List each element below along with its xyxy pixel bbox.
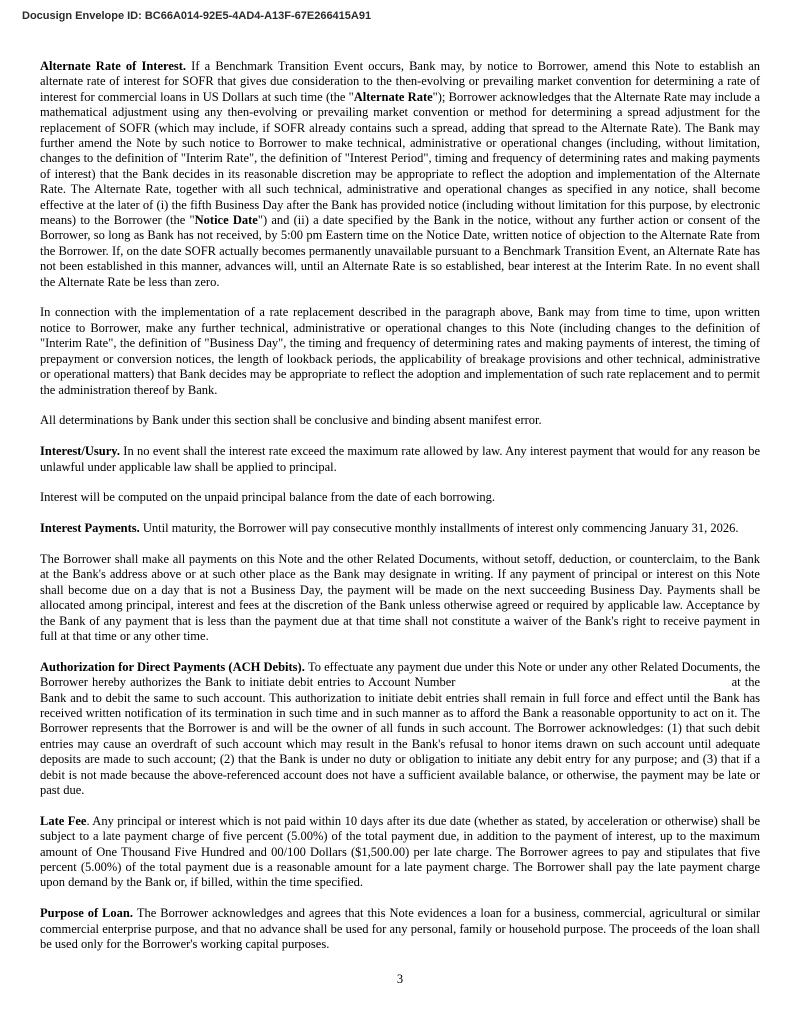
bold-text: Interest Payments.	[40, 521, 143, 536]
paragraph-purpose-of-loan	[40, 906, 760, 952]
paragraph-interest-computation	[40, 490, 760, 505]
paragraph-interest-usury	[40, 444, 760, 475]
bold-text: Notice Date	[194, 213, 258, 228]
bold-text: Alternate Rate	[353, 89, 433, 104]
page-number: 3	[396, 972, 404, 986]
bold-text: Authorization for Direct Payments (ACH Debits).	[40, 659, 308, 674]
body-text: In connection with the implementation of a rate replacement described in the paragraph above, Bank may from time to time, upon written notice to Borrower, make any further technical, administrative or operational changes to this Note (including changes to the definition of "Interim Rate", the definition of "Business Day", the timing and frequency of determining rates and making payments of interest, the timing of prepayment or conversion notices, the length of lookback periods, the applicability of breakage provisions and other technical, administrative or operational matters) that Bank decides may be appropriate to reflect the adoption and implementation of such rate replacement and to permit the administration thereof by Bank.	[40, 305, 760, 397]
body-text: All determinations by Bank under this section shall be conclusive and binding absent manifest error.	[40, 413, 542, 428]
account-number-blank	[455, 685, 727, 686]
paragraph-alternate-rate-of-interest	[40, 59, 760, 290]
body-text: ") and (ii) a date specified by the Bank in the notice, without any further action or consent of the Borrower, so long as Bank has not received, by 5:00 pm Eastern time on the Notice Date, written notice of objection to the Alternate Rate from the Borrower. If, on the date SOFR actually becomes permanently unavailable pursuant to a Benchmark Transition Event, an Alternate Rate has not been established in this manner, advances will, until an Alternate Rate is so established, bear interest at the Interim Rate. In no event shall the Alternate Rate be less than zero.	[40, 213, 760, 289]
document-body	[40, 59, 760, 968]
body-text: "); Borrower acknowledges that the Alternate Rate may include a mathematical adjustment using any then-evolving or prevailing market convention or method for determining a spread adjustment for the replacement of SOFR (which may include, if SOFR already contains such a spread, adding that spread to the Alternate Rate). The Bank may further amend the Note by such notice to Borrower to make technical, administrative or operational changes (including, without limitation, changes to the definition of "Interim Rate", the definition of "Interest Period", timing and frequency of determining rates and making payments of interest) that the Bank decides in its reasonable discretion may be appropriate to reflect the adoption and implementation of the Alternate Rate. The Alternate Rate, together with all such technical, administrative and operational changes as specified in any notice, shall become effective at the later of (i) the fifth Business Day after the Bank has provided notice (including without limitation for this purpose, by electronic means) to the Borrower (the "	[40, 89, 761, 228]
paragraph-determinations	[40, 413, 760, 428]
paragraph-interest-payments	[40, 521, 760, 536]
bold-text: Interest/Usury.	[40, 444, 124, 459]
body-text: To effectuate any payment due under this Note or under any other Related Documents, the Borrower hereby authorizes the Bank to initiate debit entries to Account Number	[40, 659, 760, 690]
paragraph-rate-replacement	[40, 305, 760, 397]
body-text: The Borrower acknowledges and agrees that this Note evidences a loan for a business, commercial, agricultural or similar commercial enterprise purpose, and that no advance shall be used for any personal, family or household purpose. The proceeds of the loan shall be used only for the Borrower's working capital purposes.	[40, 906, 761, 952]
body-text: If a Benchmark Transition Event occurs, Bank may, by notice to Borrower, amend this Note to establish an alternate rate of interest for SOFR that gives due consideration to the then-evolving or prevailing market convention for determining a rate of interest for commercial loans in US Dollars at such time (the "	[40, 59, 761, 104]
paragraph-ach-debits	[40, 660, 760, 799]
body-text: In no event shall the interest rate exceed the maximum rate allowed by law. Any interest payment that would for any reason be unlawful under applicable law shall be applied to principal.	[40, 444, 760, 474]
body-text: at the Bank and to debit the same to such account. This authorization to initiate debit entries shall remain in full force and effect until the Bank has received written notification of its termination in such time and in such manner as to afford the Bank a reasonable opportunity to act on it. The Borrower represents that the Borrower is and will be the owner of all funds in such account. The Borrower acknowledges: (1) that such debit entries may cause an overdraft of such account which may result in the Bank's refusal to honor items drawn on such account until adequate deposits are made to such account; (2) that the Bank is under no duty or obligation to initiate any debit entry for any purpose; and (3) that if a debit is not made because the above-referenced account does not have a sufficient available balance, or otherwise, the payment may be late or past due.	[40, 675, 760, 797]
body-text: Until maturity, the Borrower will pay consecutive monthly installments of interest only commencing January 31, 2026.	[142, 521, 739, 536]
bold-text: Late Fee	[40, 813, 87, 828]
paragraph-late-fee	[40, 814, 760, 891]
bold-text: Alternate Rate of Interest.	[40, 59, 192, 73]
paragraph-payments	[40, 552, 760, 644]
body-text: The Borrower shall make all payments on this Note and the other Related Documents, without setoff, deduction, or counterclaim, to the Bank at the Bank's address above or at such other place as the Bank may designate in writing. If any payment of principal or interest on this Note shall become due on a day that is not a Business Day, the payment will be made on the next succeeding Business Day. Payments shall be allocated among principal, interest and fees at the discretion of the Bank unless otherwise agreed or required by applicable law. Acceptance by the Bank of any payment that is less than the payment due at that time shall not constitute a waiver of the Bank's right to receive payment in full at that time or any other time.	[40, 551, 760, 643]
docusign-envelope-id: Docusign Envelope ID: BC66A014-92E5-4AD4-A13F-67E266415A91	[22, 10, 372, 22]
bold-text: Purpose of Loan.	[40, 906, 137, 921]
body-text: Interest will be computed on the unpaid principal balance from the date of each borrowing.	[40, 490, 496, 505]
body-text: . Any principal or interest which is not paid within 10 days after its due date (whether as stated, by acceleration or otherwise) shall be subject to a late payment charge of five percent (5.00%) of the total payment due, in addition to the payment of interest, up to the maximum amount of One Thousand Five Hundred and 00/100 Dollars ($1,500.00) per late charge. The Borrower agrees to pay and stipulates that five percent (5.00%) of the total payment due is a reasonable amount for a late payment charge. The Borrower shall pay the late payment charge upon demand by the Bank or, if billed, within the time specified.	[40, 813, 761, 890]
